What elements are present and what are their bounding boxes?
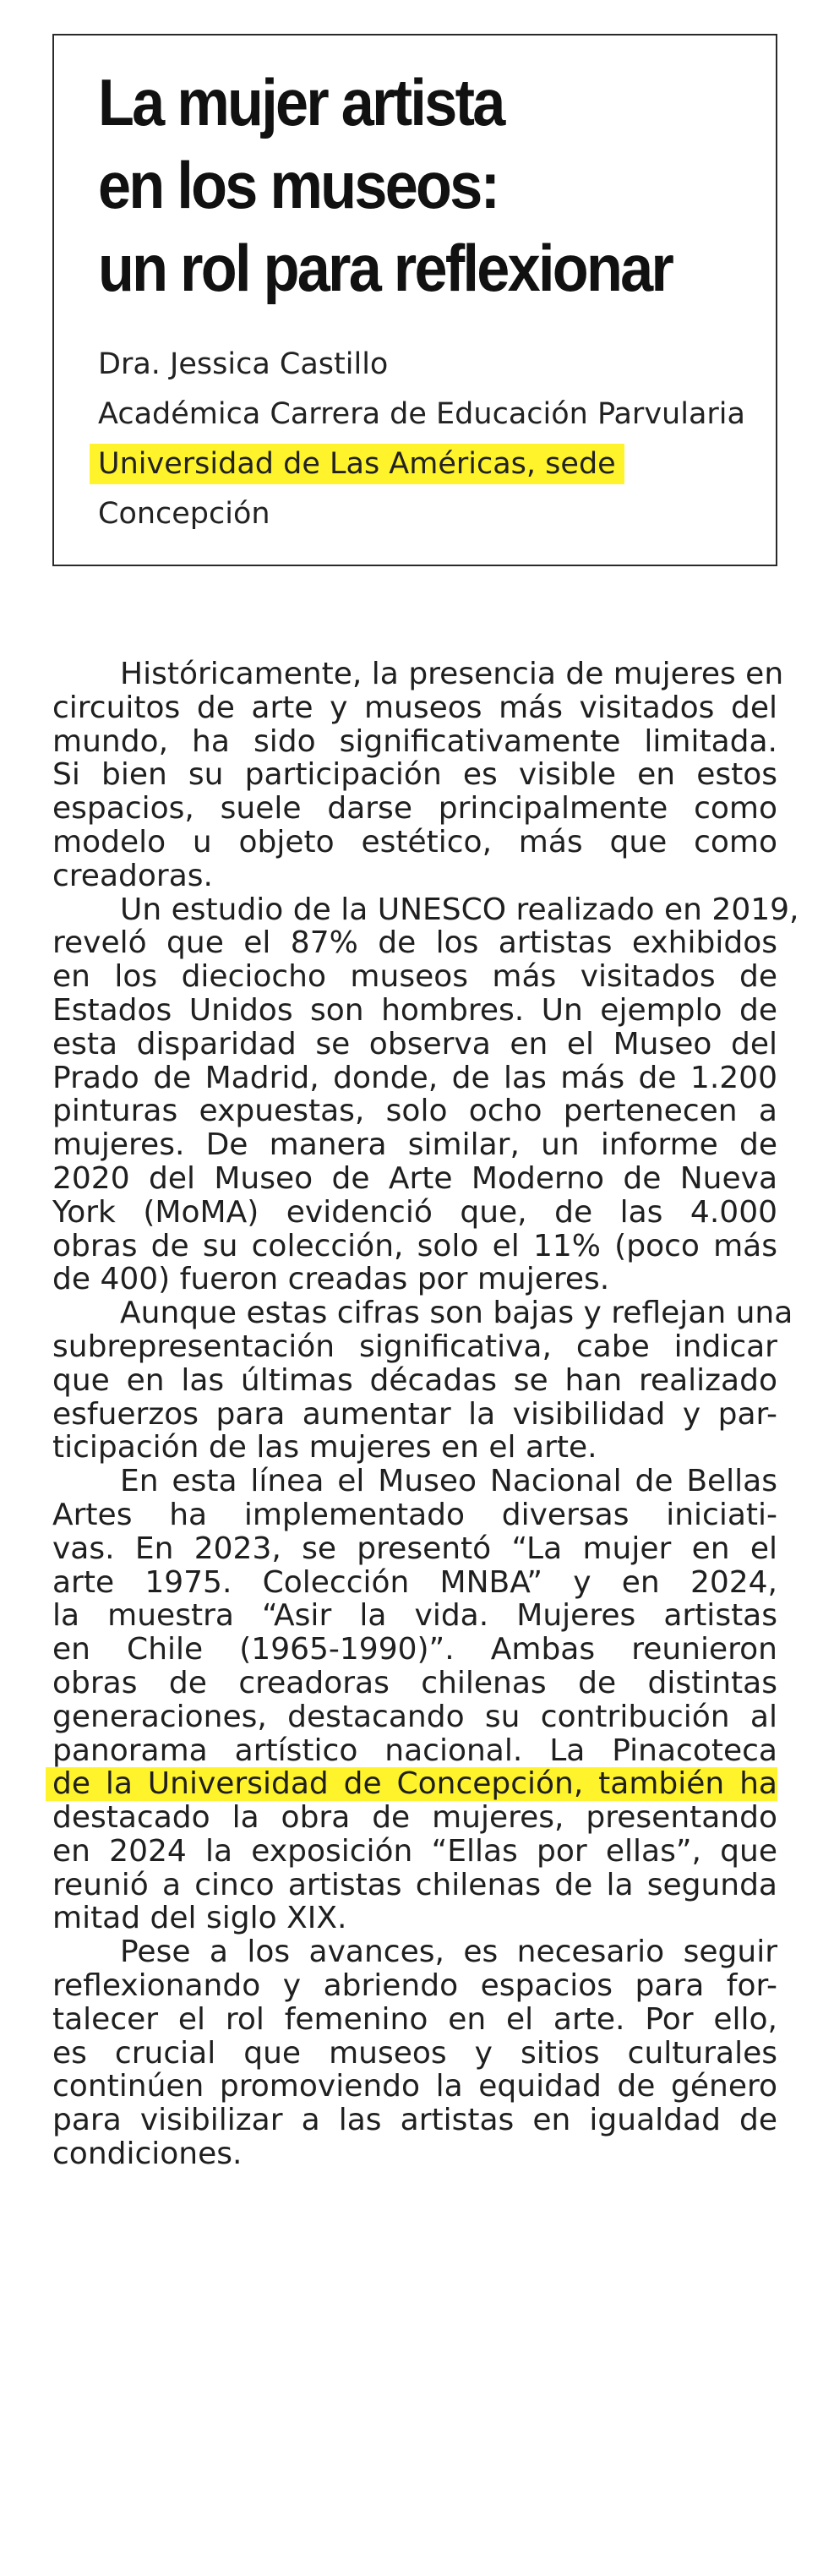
paragraph <box>52 657 784 893</box>
author-location: Concepción <box>98 497 270 531</box>
text-line: reveló que el 87% de los artistas exhibidos <box>52 925 777 961</box>
text-line: Aunque estas cifras son bajas y reflejan una <box>120 1296 793 1331</box>
text-line: en 2024 la exposición “Ellas por ellas”, que <box>52 1833 777 1869</box>
paragraph <box>52 1296 793 1465</box>
title-line: en los museos: <box>98 148 499 222</box>
text-line: en Chile (1965-1990)”. Ambas reunieron <box>52 1632 777 1667</box>
text-line: subrepresentación significativa, cabe indicar <box>52 1329 777 1364</box>
text-line: reunió a cinco artistas chilenas de la segunda <box>52 1867 777 1902</box>
text-line: condiciones. <box>52 2137 243 2172</box>
text-line: esfuerzos para aumentar la visibilidad y par- <box>52 1396 777 1432</box>
text-line: obras de su colección, solo el 11% (poco más <box>52 1228 777 1263</box>
text-line: generaciones, destacando su contribución al <box>52 1699 777 1734</box>
text-line: obras de creadoras chilenas de distintas <box>52 1665 777 1700</box>
text-line: ticipación de las mujeres en el arte. <box>52 1430 597 1465</box>
text-line: la muestra “Asir la vida. Mujeres artistas <box>52 1598 777 1634</box>
text-line: Pese a los avances, es necesario seguir <box>120 1935 777 1970</box>
text-line: pinturas expuestas, solo ocho pertenecen a <box>52 1094 777 1129</box>
header-box <box>52 34 777 566</box>
text-line: de 400) fueron creadas por mujeres. <box>52 1262 610 1297</box>
text-line: talecer el rol femenino en el arte. Por ello, <box>52 2001 777 2037</box>
author-name: Dra. Jessica Castillo <box>98 347 389 381</box>
author-institution: Universidad de Las Américas, sede <box>90 444 624 484</box>
text-line: esta disparidad se observa en el Museo del <box>52 1026 777 1062</box>
text-line: En esta línea el Museo Nacional de Bellas <box>120 1464 777 1499</box>
text-line: que en las últimas décadas se han realizado <box>52 1362 777 1398</box>
text-line: creadoras. <box>52 858 213 893</box>
paragraph <box>52 1465 777 1935</box>
text-line: destacado la obra de mujeres, presentando <box>52 1800 777 1836</box>
text-line: arte 1975. Colección MNBA” y en 2024, <box>52 1564 777 1600</box>
text-line: Si bien su participación es visible en estos <box>52 757 777 793</box>
text-line: en los dieciocho museos más visitados de <box>52 959 777 995</box>
text-line: para visibilizar a las artistas en igualdad de <box>52 2103 777 2138</box>
text-line: panorama artístico nacional. La Pinacoteca <box>52 1733 777 1768</box>
title-line: La mujer artista <box>98 65 504 139</box>
text-line: Prado de Madrid, donde, de las más de 1.200 <box>52 1060 777 1095</box>
article-title <box>98 61 672 309</box>
text-line: vas. En 2023, se presentó “La mujer en el <box>52 1531 777 1566</box>
text-line: es crucial que museos y sitios culturales <box>52 2035 777 2071</box>
paragraph <box>52 1935 777 2171</box>
text-line: 2020 del Museo de Arte Moderno de Nueva <box>52 1160 777 1196</box>
text-line: modelo u objeto estético, más que como <box>52 824 777 860</box>
text-line: mujeres. De manera similar, un informe de <box>52 1127 777 1163</box>
text-line: Históricamente, la presencia de mujeres en <box>120 657 784 691</box>
text-line: circuitos de arte y museos más visitados del <box>52 690 777 725</box>
text-line: Estados Unidos son hombres. Un ejemplo de <box>52 992 777 1028</box>
byline <box>98 340 745 539</box>
text-line: de la Universidad de Concepción, también ha <box>46 1767 777 1801</box>
text-line: Artes ha implementado diversas iniciati- <box>52 1497 777 1532</box>
paragraph <box>52 892 799 1297</box>
text-line: York (MoMA) evidenció que, de las 4.000 <box>52 1194 777 1230</box>
text-line: Un estudio de la UNESCO realizado en 2019, <box>120 892 799 927</box>
text-line: mitad del siglo XIX. <box>52 1901 347 1936</box>
author-role: Académica Carrera de Educación Parvularia <box>98 397 745 431</box>
text-line: mundo, ha sido significativamente limitada. <box>52 723 777 759</box>
text-line: continúen promoviendo la equidad de género <box>52 2069 777 2104</box>
article-body <box>52 657 799 2172</box>
text-line: espacios, suele darse principalmente como <box>52 791 777 827</box>
text-line: reflexionando y abriendo espacios para for- <box>52 1968 777 2004</box>
title-line: un rol para reflexionar <box>98 231 673 305</box>
